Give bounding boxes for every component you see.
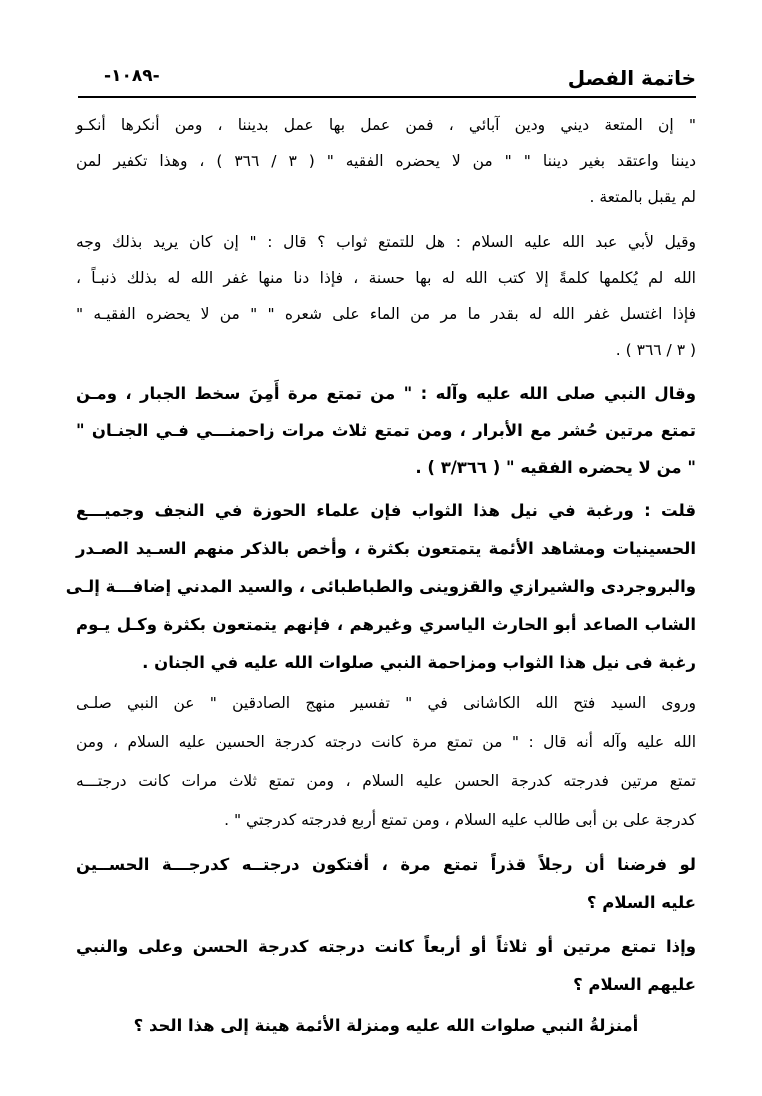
text-line: عليهم السلام ؟ <box>573 975 696 994</box>
text-line: قلت : ورغبة في نيل هذا الثواب فإن علماء الحوزة في النجف وجميـــع <box>76 501 696 520</box>
text-line: أمنزلةُ النبي صلوات الله عليه ومنزلة الأئمة هينة إلى هذا الحد ؟ <box>133 1016 639 1035</box>
page-number: -١٠٨٩- <box>104 66 160 86</box>
text-line: " إن المتعة ديني ودين آبائي ، فمن عمل بها عمل بديننا ، ومن أنكرها أنكـو <box>76 116 696 134</box>
header-divider <box>78 96 696 98</box>
text-line: رغبة فى نيل هذا الثواب ومزاحمة النبي صلوات الله عليه في الجنان . <box>142 653 696 672</box>
text-line: والبروجردى والشيرازي والقزوينى والطباطبائى ، والسيد المدني إضافـــة إلـى <box>65 577 696 596</box>
text-line: وروى السيد فتح الله الكاشانى في " تفسير منهج الصادقين " عن النبي صلـى <box>76 694 696 712</box>
text-line: " من لا يحضره الفقيه " ( ٣/٣٦٦ ) . <box>415 458 696 477</box>
text-line: الشاب الصاعد أبو الحارث الياسري وغيرهم ، فإنهم يتمتعون بكثرة وكـل يـوم <box>76 615 696 634</box>
text-line: لم يقبل بالمتعة . <box>589 188 696 206</box>
text-line: الله لم يُكلمها كلمةً إلا كتب الله له بها حسنة ، فإذا دنا منها غفر الله له بذلك ذنبـاً ، <box>76 269 696 287</box>
text-line: تمتع مرتين حُشر مع الأبرار ، ومن تمتع ثلاث مرات زاحمنـــي فـي الجنـان " <box>76 421 696 440</box>
text-line: كدرجة على بن أبى طالب عليه السلام ، ومن تمتع أربع فدرجته كدرجتي " . <box>224 811 696 829</box>
text-line: تمتع مرتين فدرجته كدرجة الحسن عليه السلام ، ومن تمتع ثلاث مرات كانت درجتـــه <box>76 772 696 790</box>
text-line: وقيل لأبي عبد الله عليه السلام : هل للتمتع ثواب ؟ قال : " إن كان يريد بذلك وجه <box>76 233 696 251</box>
text-line: ( ٣ / ٣٦٦ ) . <box>615 341 696 359</box>
text-line: لو فرضنا أن رجلاً قذراً تمتع مرة ، أفتكون درجتــه كدرجـــة الحســين <box>76 855 696 874</box>
text-line: الحسينيات ومشاهد الأئمة يتمتعون بكثرة ، وأخص بالذكر منهم السـيد الصـدر <box>76 539 696 558</box>
text-line: ديننا واعتقد بغير ديننا " " من لا يحضره الفقيه " ( ٣ / ٣٦٦ ) ، وهذا تكفير لمن <box>76 152 697 170</box>
text-line: فإذا اغتسل غفر الله له بقدر ما مر من الماء على شعره " " من لا يحضره الفقيـه " <box>76 305 696 323</box>
text-line: عليه السلام ؟ <box>586 893 696 912</box>
chapter-title: خاتمة الفصل <box>567 66 696 90</box>
text-line: وقال النبي صلى الله عليه وآله : " من تمتع مرة أَمِنَ سخط الجبار ، ومـن <box>76 384 696 403</box>
text-line: وإذا تمتع مرتين أو ثلاثاً أو أربعاً كانت درجته كدرجة الحسن وعلى والنبي <box>76 937 696 956</box>
text-line: الله عليه وآله أنه قال : " من تمتع مرة كانت درجته كدرجة الحسين عليه السلام ، ومن <box>76 733 696 751</box>
